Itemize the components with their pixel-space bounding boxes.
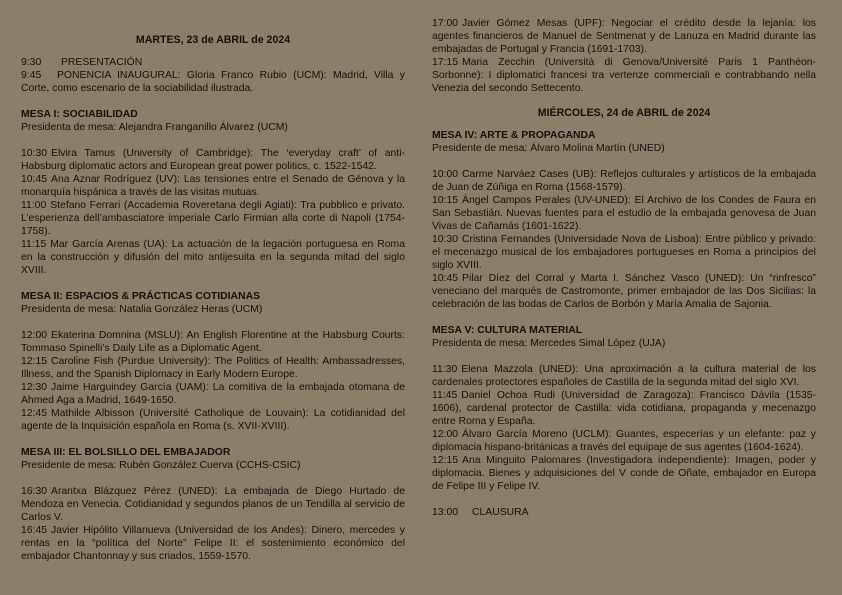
talk-entry: 10:15 Ángel Campos Perales (UV-UNED): El Archivo de los Condes de Faura en San Sebastián. Nuevas fuentes para el estudio de la embajada genovesa de Juan Vivas de Cañamás (1601-1622). xyxy=(432,195,816,232)
talk-entry: 10:30 Cristina Fernandes (Universidade Nova de Lisboa): Entre público y privado: el mecenazgo musical de los embajadores portugueses en Roma a principios del siglo XVIII. xyxy=(432,234,816,271)
opening-entry: 9:30 PRESENTACIÓN xyxy=(21,57,143,68)
talk-entry: 12:45 Mathilde Albisson (Université Catholique de Louvain): La cotidianidad del agente de la Inquisición española en Roma (s. XVII-XVIII). xyxy=(21,408,405,432)
talk-entry: 16:30 Arantxa Blázquez Pérez (UNED): La embajada de Diego Hurtado de Mendoza en Venecia. Cotidianidad y segundos planos de un Tendilla al servicio de Carlos V. xyxy=(21,486,405,523)
talk-entry: 16:45 Javier Hipólito Villanueva (Universidad de los Andes): Dinero, mercedes y rentas en la “política del Norte” Felipe II: el sostenimiento económico del embajador Chantonnay y sus criados, 1559-1570. xyxy=(21,525,405,562)
mesa-title: MESA V: CULTURA MATERIAL xyxy=(432,325,583,336)
closing-entry: 13:00 CLAUSURA xyxy=(432,507,529,518)
mesa-chair: Presidenta de mesa: Alejandra Franganillo Álvarez (UCM) xyxy=(21,122,288,133)
talk-entry: 12:15 Caroline Fish (Purdue University): The Politics of Health: Ambassadresses, Illness, and the Spanish Diplomacy in Early Modern Europe. xyxy=(21,356,405,380)
mesa-title: MESA I: SOCIABILIDAD xyxy=(21,109,138,120)
talk-entry: 17:15 Maria Zecchin (Università di Genova/Université Paris 1 Panthéon-Sorbonne): I diplomatici francesi tra vertenze commerciali e contrabbando nella Venezia del secondo Settecento. xyxy=(432,57,816,94)
mesa-title: MESA III: EL BOLSILLO DEL EMBAJADOR xyxy=(21,447,231,458)
talk-entry: 10:30 Elvira Tamus (University of Cambridge): The ‘everyday craft’ of anti-Habsburg diplomatic actors and European great power politics, c. 1522-1542. xyxy=(21,148,405,172)
right-column xyxy=(432,0,816,519)
talk-entry: 11:30 Elena Mazzola (UNED): Una aproximación a la cultura material de los cardenales protectores españoles de Castilla de la segunda mitad del siglo XVI. xyxy=(432,364,816,388)
talk-entry: 11:45 Daniel Ochoa Rudi (Universidad de Zaragoza): Francisco Dávila (1535-1606), cardenal protector de Castilla: vida cotidiana, propaganda y mecenazgo entre Roma y España. xyxy=(432,390,816,427)
opening-entry: 9:45 PONENCIA INAUGURAL: Gloria Franco Rubio (UCM): Madrid, Villa y Corte, como escenario de la sociabilidad ilustrada. xyxy=(21,70,405,94)
day-heading-wednesday: MIÉRCOLES, 24 de ABRIL de 2024 xyxy=(537,107,711,119)
talk-entry: 10:45 Pilar Díez del Corral y Marta I. Sánchez Vasco (UNED): Un “rinfresco” veneciano del marqués de Castromonte, primer embajador de las Dos Sicilias: la celebración de las bodas de Carlos de Borbón y María Amalia de Sajonia. xyxy=(432,273,816,310)
talk-entry: 11:15 Mar García Arenas (UA): La actuación de la legación portuguesa en Roma en la construcción y difusión del mito antijesuita en la segunda mitad del siglo XVIII. xyxy=(21,239,405,276)
talk-entry: 10:45 Ana Aznar Rodríguez (UV): Las tensiones entre el Senado de Génova y la monarquía hispánica a través de las visitas mutuas. xyxy=(21,174,405,198)
talk-entry: 12:00 Álvaro García Moreno (UCLM): Guantes, especerías y un elefante: paz y diplomacia hispano-británicas a través del equipaje de sus agentes (1604-1624). xyxy=(432,429,816,453)
mesa-chair: Presidente de mesa: Álvaro Molina Martín (UNED) xyxy=(432,143,665,154)
day-heading-tuesday: MARTES, 23 de ABRIL de 2024 xyxy=(135,34,291,46)
left-column xyxy=(21,0,405,563)
talk-entry: 10:00 Carme Narváez Cases (UB): Reflejos culturales y artísticos de la embajada de Juan de Zúñiga en Roma (1568-1579). xyxy=(432,169,816,193)
talk-entry: 17:00 Javier Gómez Mesas (UPF): Negociar el crédito desde la lejanía: los agentes financieros de Manuel de Sentmenat y de Lanuza en Madrid durante las embajadas de Portugal y Francia (1691-1703). xyxy=(432,18,816,55)
talk-entry: 12:30 Jaime Harguindey García (UAM): La comitiva de la embajada otomana de Ahmed Aga a Madrid, 1649-1650. xyxy=(21,382,405,406)
talk-entry: 12:15 Ana Minguito Palomares (Investigadora independiente): Imagen, poder y diplomacia. Bienes y adquisiciones del V conde de Oñate, embajador en Europa de Felipe III y Felipe IV. xyxy=(432,455,816,492)
talk-entry: 11:00 Stefano Ferrari (Accademia Roveretana degli Agiati): Tra pubblico e privato. L’esperienza dell’ambasciatore imperiale Carlo Firmian alla corte di Napoli (1754-1758). xyxy=(21,200,405,237)
mesa-chair: Presidenta de mesa: Mercedes Simal López (UJA) xyxy=(432,338,666,349)
mesa-title: MESA II: ESPACIOS & PRÁCTICAS COTIDIANAS xyxy=(21,291,260,302)
talk-entry: 12:00 Ekaterina Domnina (MSLU): An English Florentine at the Habsburg Courts: Tommaso Spinelli’s Daily Life as a Diplomatic Agent. xyxy=(21,330,405,354)
mesa-chair: Presidenta de mesa: Natalia González Heras (UCM) xyxy=(21,304,263,315)
mesa-chair: Presidente de mesa: Rubén González Cuerva (CCHS-CSIC) xyxy=(21,460,301,471)
mesa-title: MESA IV: ARTE & PROPAGANDA xyxy=(432,130,596,141)
